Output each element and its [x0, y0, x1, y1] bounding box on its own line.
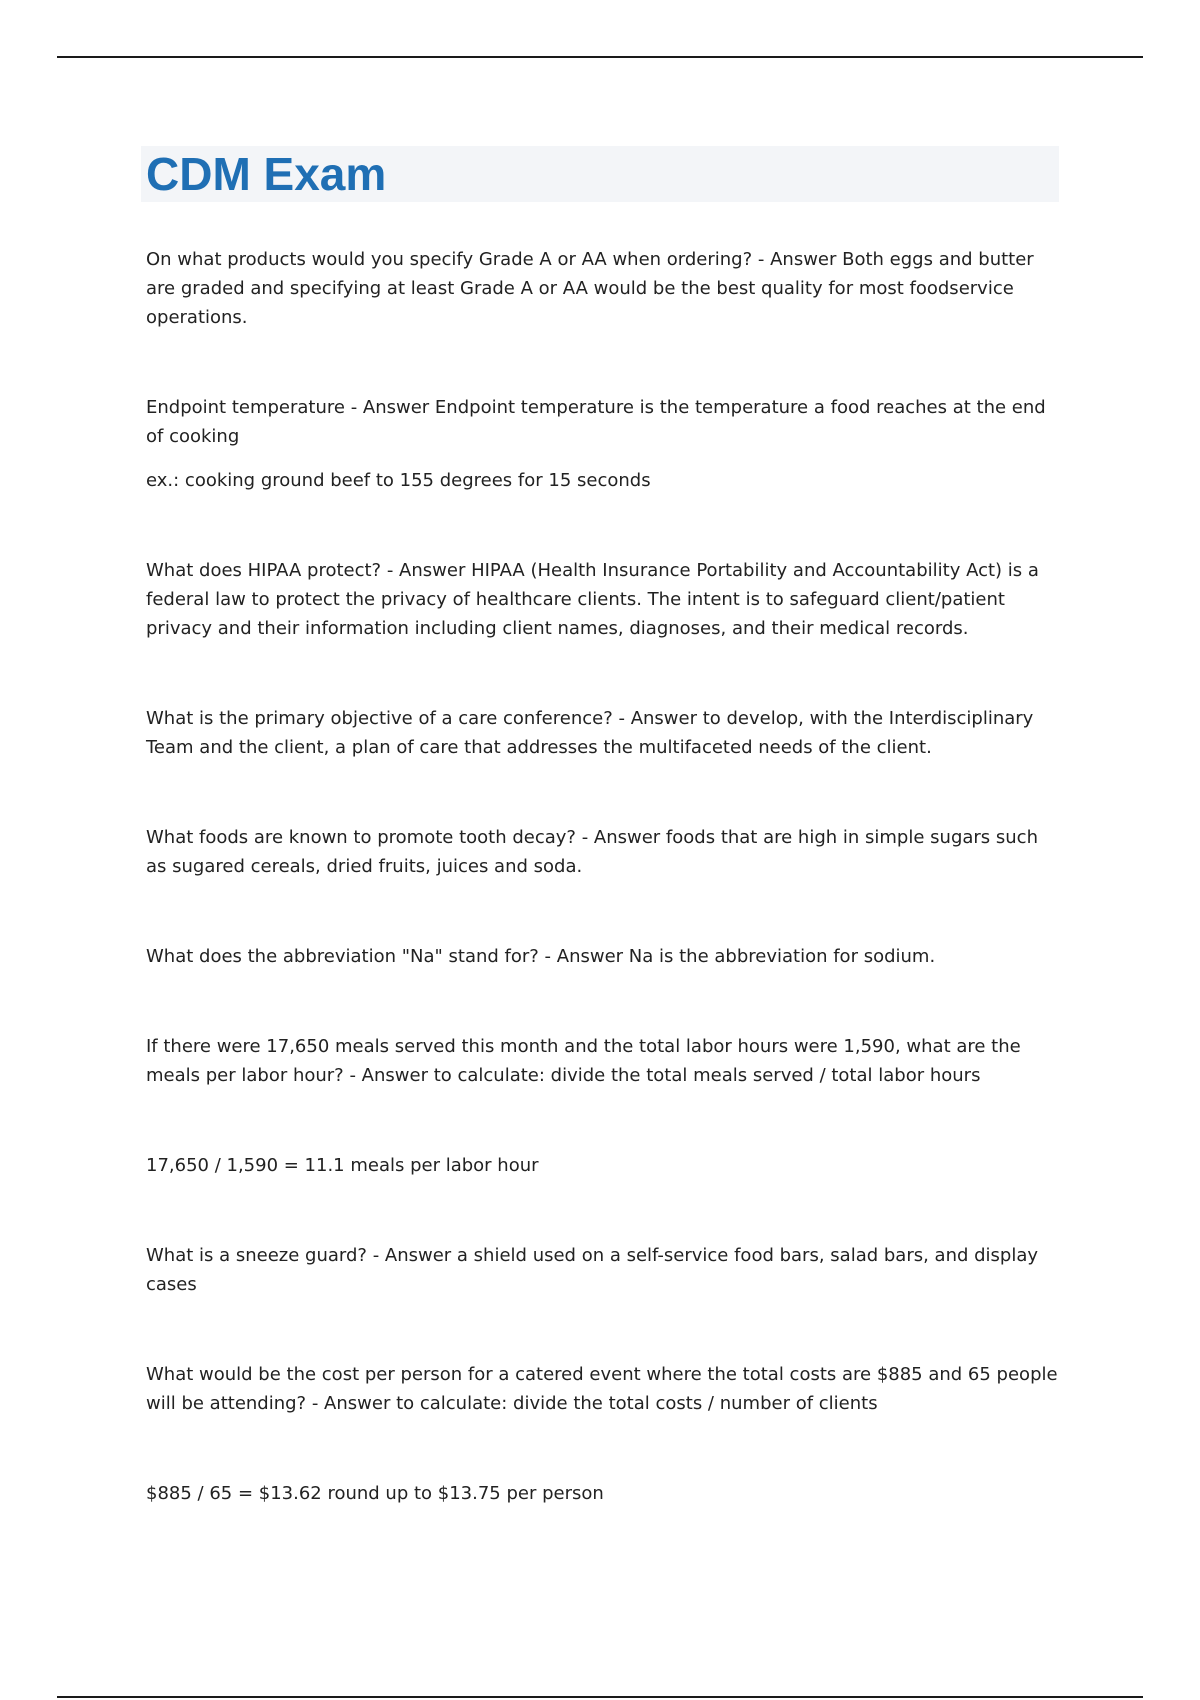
document-body — [146, 245, 1058, 1508]
page-title: CDM Exam — [146, 148, 387, 200]
bottom-rule — [57, 1696, 1143, 1698]
qa-entry: On what products would you specify Grade A or AA when ordering? - Answer Both eggs and butter are graded and specifying at least Grade A or AA would be the best quality for most foodservice operations. — [146, 249, 1034, 328]
qa-entry: What does HIPAA protect? - Answer HIPAA (Health Insurance Portability and Accountability Act) is a federal law to protect the privacy of healthcare clients. The intent is to safeguard client/patient privacy and their information including client names, diagnoses, and their medical records. — [146, 560, 1039, 639]
qa-entry: Endpoint temperature - Answer Endpoint temperature is the temperature a food reaches at the end of cooking — [146, 397, 1046, 447]
qa-entry: What foods are known to promote tooth decay? - Answer foods that are high in simple sugars such as sugared cereals, dried fruits, juices and soda. — [146, 827, 1038, 877]
qa-entry: What is a sneeze guard? - Answer a shield used on a self-service food bars, salad bars, and display cases — [146, 1245, 1039, 1295]
qa-entry: What does the abbreviation "Na" stand for? - Answer Na is the abbreviation for sodium. — [146, 946, 936, 967]
qa-example: ex.: cooking ground beef to 155 degrees for 15 seconds — [146, 470, 651, 491]
qa-entry: What would be the cost per person for a catered event where the total costs are $885 and 65 people will be attending? - Answer to calculate: divide the total costs / number of clients — [146, 1364, 1058, 1414]
top-rule — [57, 56, 1143, 58]
qa-entry: If there were 17,650 meals served this month and the total labor hours were 1,590, what are the meals per labor hour? - Answer to calculate: divide the total meals served / total labor hours — [146, 1036, 1021, 1086]
qa-calculation: 17,650 / 1,590 = 11.1 meals per labor hour — [146, 1155, 539, 1176]
qa-entry: What is the primary objective of a care conference? - Answer to develop, with the Interdisciplinary Team and the client, a plan of care that addresses the multifaceted needs of the client. — [146, 708, 1034, 758]
qa-calculation: $885 / 65 = $13.62 round up to $13.75 per person — [146, 1483, 604, 1504]
